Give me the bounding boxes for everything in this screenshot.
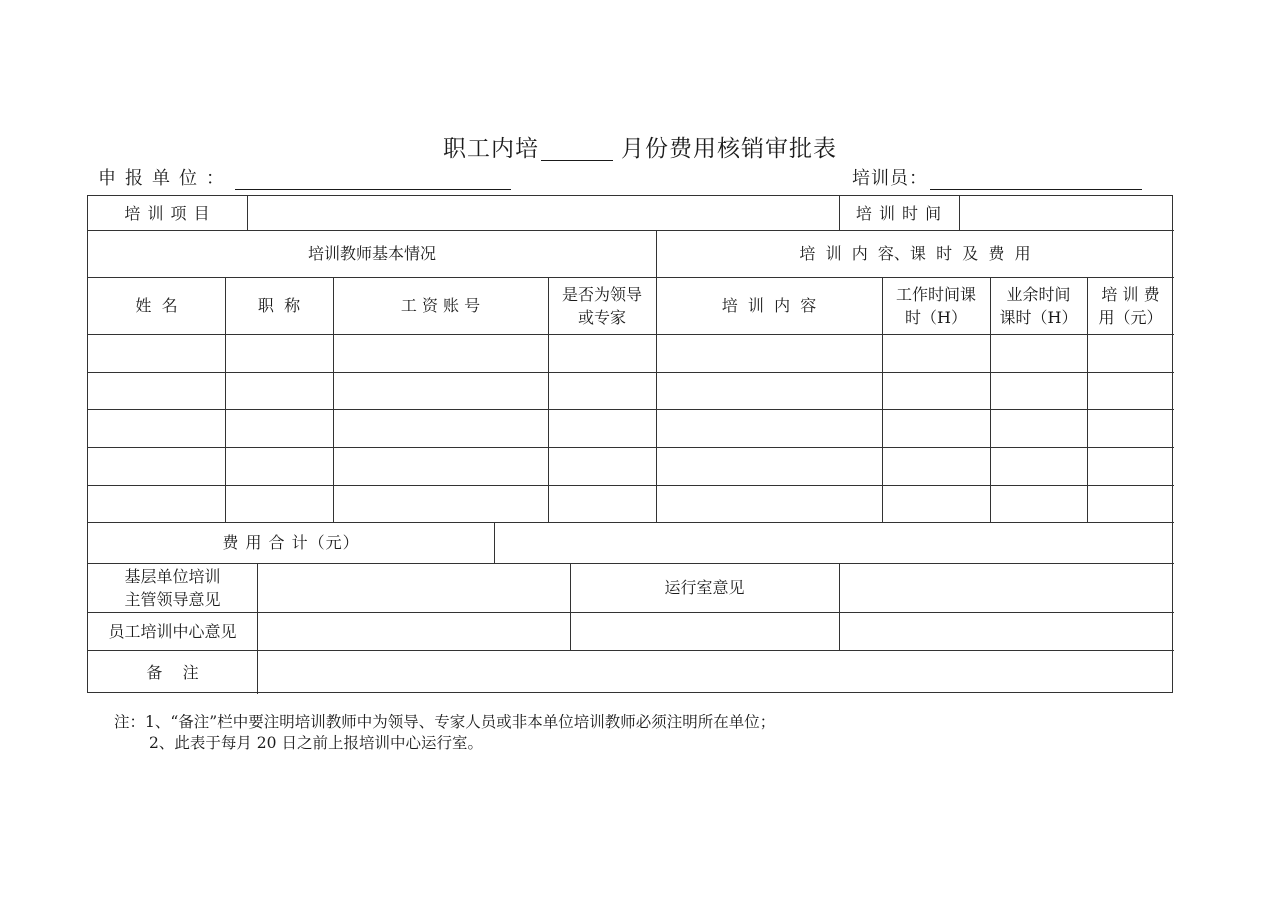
col-account: 工 资 账 号 (400, 296, 481, 315)
cell-content[interactable] (656, 485, 882, 522)
cell-account[interactable] (333, 447, 548, 485)
base-leader-field[interactable] (257, 563, 570, 612)
cell-work-hours[interactable] (882, 447, 990, 485)
cell-title[interactable] (225, 409, 333, 447)
cell-leader[interactable] (548, 409, 656, 447)
trainer-field[interactable] (930, 169, 1142, 190)
time-label: 培 训 时 间 (855, 203, 943, 223)
col-name: 姓 名 (135, 296, 178, 315)
col-fee: 培 训 费 用（元） (1098, 284, 1163, 327)
notes (114, 712, 775, 754)
cell-work-hours[interactable] (882, 372, 990, 409)
cell-fee[interactable] (1087, 372, 1174, 409)
trainer (852, 164, 1142, 190)
cell-content[interactable] (656, 334, 882, 372)
cell-title[interactable] (225, 334, 333, 372)
cell-work-hours[interactable] (882, 485, 990, 522)
cell-name[interactable] (88, 409, 225, 447)
cell-title[interactable] (225, 447, 333, 485)
center-field[interactable] (257, 612, 570, 650)
title-prefix: 职工内培 (443, 136, 539, 162)
reporting-unit-field[interactable] (235, 169, 511, 190)
teacher-section-header: 培训教师基本情况 (307, 244, 436, 263)
cell-fee[interactable] (1087, 409, 1174, 447)
col-leader: 是否为领导 或专家 (561, 284, 642, 327)
cell-work-hours[interactable] (882, 334, 990, 372)
project-field[interactable] (247, 196, 839, 230)
col-title: 职 称 (257, 296, 301, 315)
cell-leader[interactable] (548, 447, 656, 485)
base-leader-label: 基层单位培训 主管领导意见 (124, 566, 221, 609)
form-title (0, 130, 1280, 163)
cell-name[interactable] (88, 447, 225, 485)
cell-name[interactable] (88, 485, 225, 522)
cell-leader[interactable] (548, 372, 656, 409)
col-spare-hours: 业余时间 课时（H） (999, 284, 1078, 327)
cell-spare-hours[interactable] (990, 409, 1087, 447)
cell-name[interactable] (88, 372, 225, 409)
col-work-hours: 工作时间课 时（H） (895, 284, 976, 327)
cell-work-hours[interactable] (882, 409, 990, 447)
note-line-2: 2、此表于每月 20 日之前上报培训中心运行室。 (149, 734, 483, 752)
center-field-3[interactable] (839, 612, 1174, 650)
cell-spare-hours[interactable] (990, 372, 1087, 409)
content-section-header: 培 训 内 容、课 时 及 费 用 (799, 244, 1031, 263)
cell-name[interactable] (88, 334, 225, 372)
cell-spare-hours[interactable] (990, 334, 1087, 372)
time-field[interactable] (959, 196, 1174, 230)
cell-fee[interactable] (1087, 485, 1174, 522)
cell-title[interactable] (225, 372, 333, 409)
cell-fee[interactable] (1087, 447, 1174, 485)
month-blank[interactable] (541, 136, 613, 161)
cell-leader[interactable] (548, 485, 656, 522)
cell-leader[interactable] (548, 334, 656, 372)
cell-account[interactable] (333, 372, 548, 409)
cell-content[interactable] (656, 409, 882, 447)
center-field-2[interactable] (570, 612, 839, 650)
trainer-label: 培训员： (852, 168, 928, 189)
cell-content[interactable] (656, 447, 882, 485)
title-suffix: 月份费用核销审批表 (621, 136, 837, 162)
approval-table (87, 195, 1173, 693)
total-label: 费 用 合 计（元） (222, 533, 360, 552)
cell-account[interactable] (333, 334, 548, 372)
cell-account[interactable] (333, 485, 548, 522)
cell-fee[interactable] (1087, 334, 1174, 372)
cell-account[interactable] (333, 409, 548, 447)
center-label: 员工培训中心意见 (108, 621, 237, 641)
reporting-unit (98, 164, 511, 190)
ops-field[interactable] (839, 563, 1174, 612)
cell-spare-hours[interactable] (990, 485, 1087, 522)
cell-content[interactable] (656, 372, 882, 409)
note-line-1: 注：1、“备注”栏中要注明培训教师中为领导、专家人员或非本单位培训教师必须注明所在单位； (114, 713, 776, 731)
reporting-unit-label: 申报单位： (98, 168, 233, 189)
remark-label: 备 注 (146, 662, 199, 682)
total-field[interactable] (494, 522, 1174, 563)
col-content: 培 训 内 容 (721, 296, 817, 315)
ops-label: 运行室意见 (664, 578, 745, 597)
cell-spare-hours[interactable] (990, 447, 1087, 485)
project-label: 培 训 项 目 (124, 203, 211, 223)
remark-field[interactable] (257, 650, 1174, 694)
cell-title[interactable] (225, 485, 333, 522)
